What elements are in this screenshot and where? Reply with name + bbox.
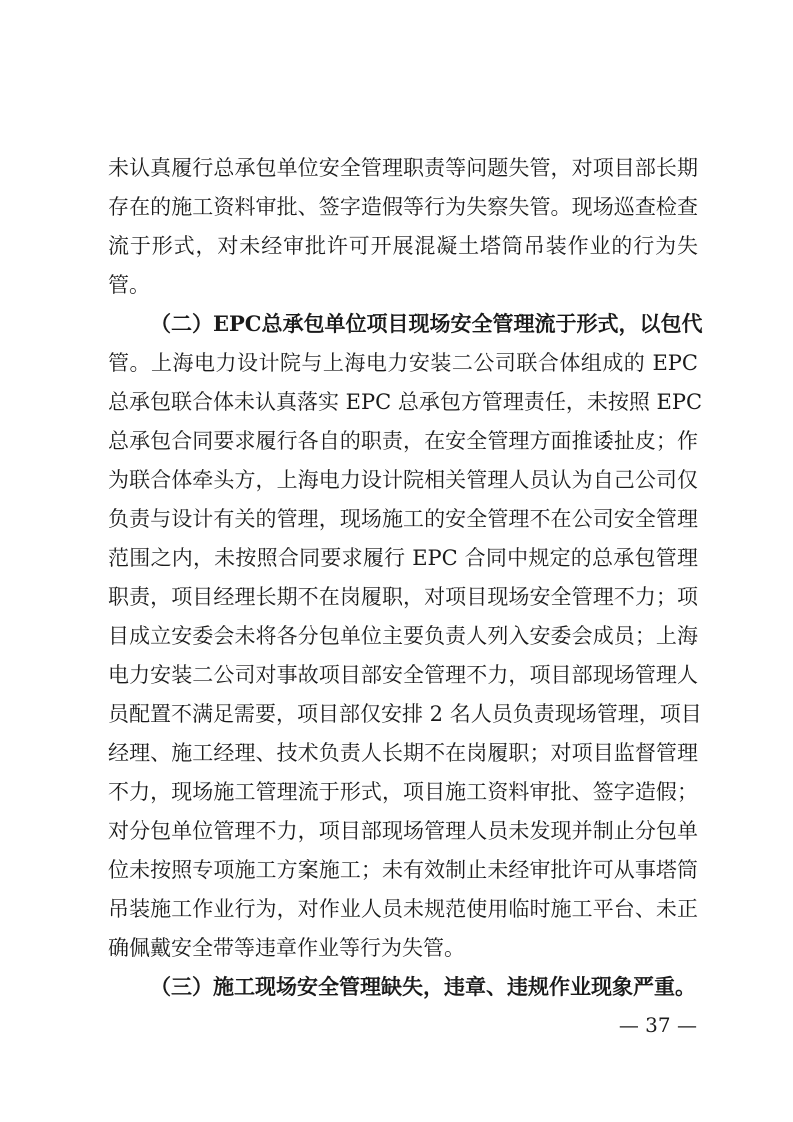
page-number: — 37 — (618, 1013, 697, 1037)
paragraph-line: 为联合体牵头方，上海电力设计院相关管理人员认为自己公司仅 (108, 468, 698, 492)
paragraph-line: 目成立安委会未将各分包单位主要负责人列入安委会成员；上海 (108, 624, 698, 648)
paragraph-line: 吊装施工作业行为，对作业人员未规范使用临时施工平台、未正 (108, 897, 698, 921)
paragraph-line: 职责，项目经理长期不在岗履职，对项目现场安全管理不力；项 (108, 585, 698, 609)
paragraph-line: 未认真履行总承包单位安全管理职责等问题失管，对项目部长期 (108, 156, 698, 180)
paragraph-line: 不力，现场施工管理流于形式，项目施工资料审批、签字造假； (108, 780, 698, 804)
paragraph-line: 总承包联合体未认真落实 EPC 总承包方管理责任，未按照 EPC (108, 390, 703, 414)
paragraph-line: 管。 (108, 273, 150, 297)
paragraph-line: 流于形式，对未经审批许可开展混凝土塔筒吊装作业的行为失 (108, 234, 698, 258)
paragraph-line: 经理、施工经理、技术负责人长期不在岗履职；对项目监督管理 (108, 741, 698, 765)
paragraph-line: 存在的施工资料审批、签字造假等行为失察失管。现场巡查检查 (108, 195, 698, 219)
paragraph-line: 管。上海电力设计院与上海电力安装二公司联合体组成的 EPC (108, 351, 698, 375)
paragraph-line: 员配置不满足需要，项目部仅安排 2 名人员负责现场管理，项目 (108, 702, 702, 726)
paragraph-line: 确佩戴安全带等违章作业等行为失管。 (108, 936, 465, 960)
paragraph-line: 总承包合同要求履行各自的职责，在安全管理方面推诿扯皮；作 (108, 429, 698, 453)
paragraph-line: 范围之内，未按照合同要求履行 EPC 合同中规定的总承包管理 (108, 546, 698, 570)
paragraph-line: 电力安装二公司对事故项目部安全管理不力，项目部现场管理人 (108, 663, 698, 687)
paragraph-line: 负责与设计有关的管理，现场施工的安全管理不在公司安全管理 (108, 507, 698, 531)
section-heading-2: （二）EPC总承包单位项目现场安全管理流于形式，以包代 (150, 311, 703, 336)
paragraph-line: 对分包单位管理不力，项目部现场管理人员未发现并制止分包单 (108, 819, 698, 843)
paragraph-line: 位未按照专项施工方案施工；未有效制止未经审批许可从事塔筒 (108, 858, 698, 882)
section-heading-3: （三）施工现场安全管理缺失，违章、违规作业现象严重。 (150, 974, 696, 999)
